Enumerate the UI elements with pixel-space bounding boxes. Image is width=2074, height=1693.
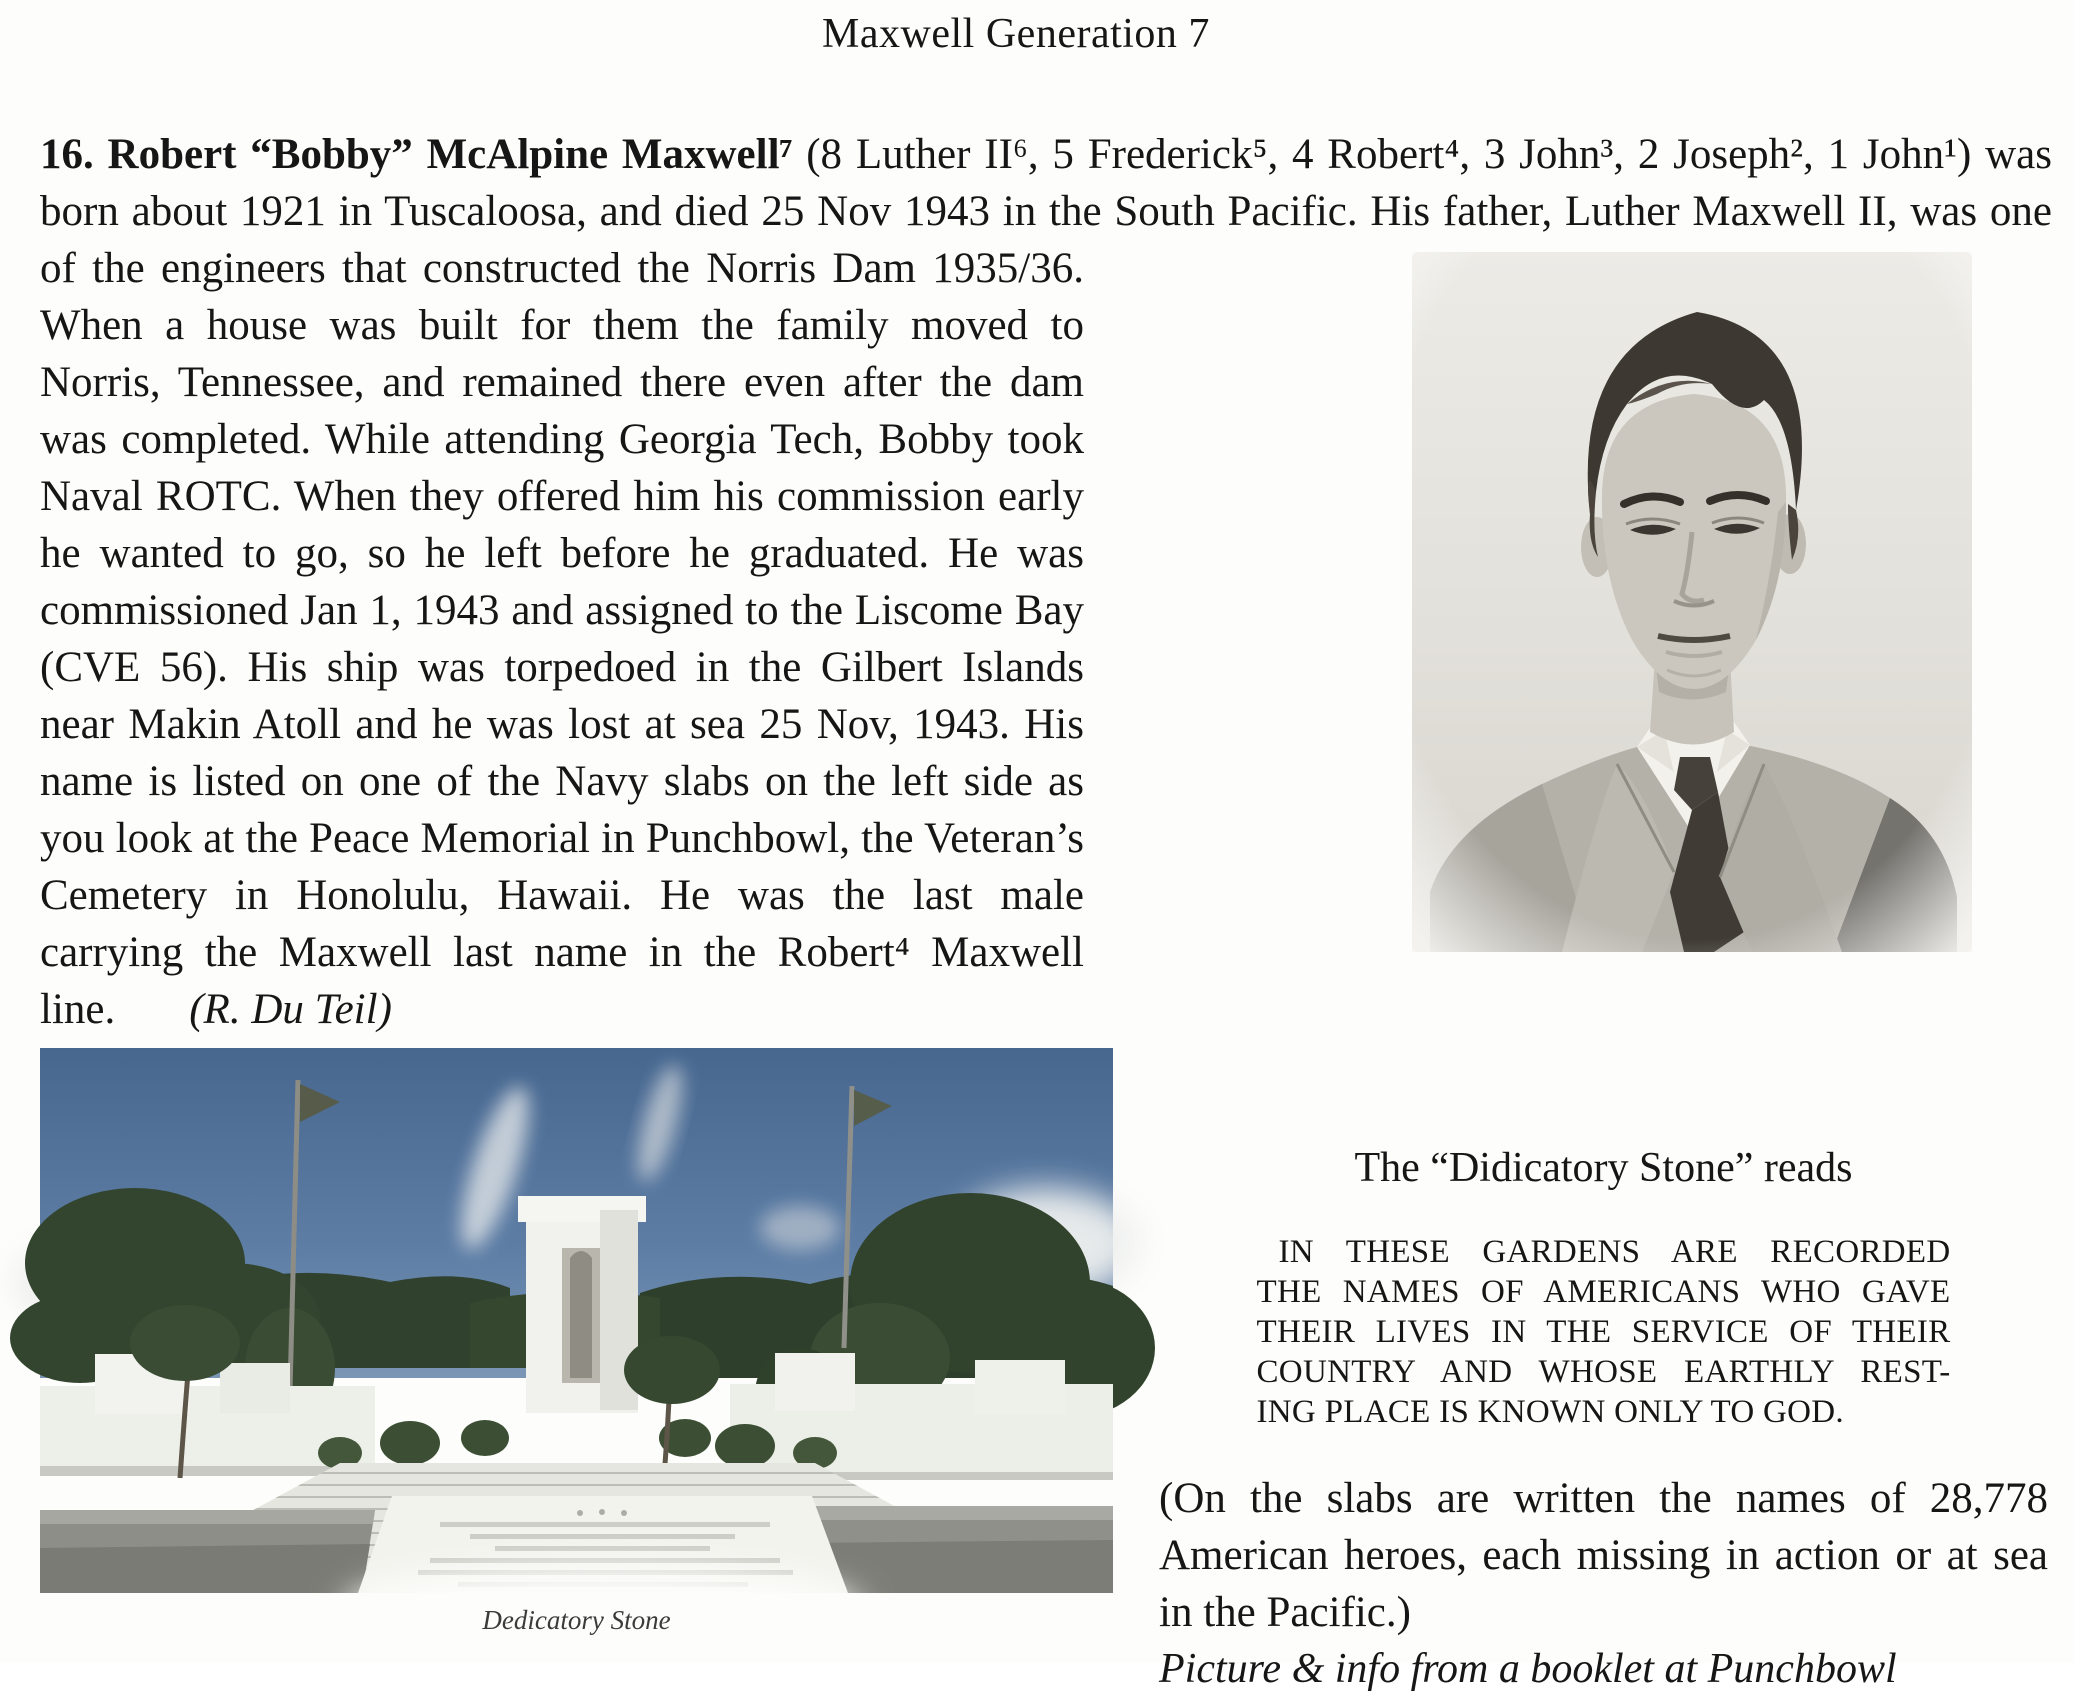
dedication-heading: The “Didicatory Stone” reads xyxy=(1354,1145,1853,1191)
cemetery-photo xyxy=(40,1048,1113,1593)
cemetery-photo-caption: Dedicatory Stone xyxy=(482,1605,671,1635)
cemetery-photo-column xyxy=(40,1048,1113,1693)
entry-number-and-name: 16. Robert “Bobby” McAlpine Maxwell⁷ xyxy=(40,131,793,178)
stone-text-line: COUNTRY AND WHOSE EARTHLY REST- xyxy=(1256,1354,1951,1390)
bottom-section xyxy=(40,1048,2052,1693)
dedication-stone-text xyxy=(1257,1232,1951,1432)
stone-text-line: IN THESE GARDENS ARE RECORDED xyxy=(1278,1234,1951,1270)
page-title: Maxwell Generation 7 xyxy=(822,11,1210,57)
stone-text-line: THE NAMES OF AMERICANS WHO GAVE xyxy=(1256,1274,1951,1310)
source-note: Picture & info from a booklet at Punchbowl xyxy=(1159,1646,1897,1692)
slabs-note: (On the slabs are written the names of 28,778 American heroes, each missing in action or at sea in the Pacific.) xyxy=(1159,1475,2048,1636)
cemetery-photo-image xyxy=(40,1048,1113,1593)
stone-text-line: ING PLACE IS KNOWN ONLY TO GOD. xyxy=(1256,1394,1844,1430)
dedication-column xyxy=(1113,1048,2052,1693)
stone-text-line: THEIR LIVES IN THE SERVICE OF THEIR xyxy=(1256,1314,1951,1350)
entry-bio-text: When a house was built for them the family moved to Norris, Tennessee, and remained there even after the dam was completed. While attending Georgia Tech, Bobby took Naval ROTC. When they offered him his commission early he wanted to go, so he left before he graduated. He was commissioned Jan 1, 1943 and assigned to the Liscome Bay (CVE 56). His ship was torpedoed in the Gilbert Islands near Makin Atoll and he was lost at sea 25 Nov, 1943. His name is listed on one of the Navy slabs on the left side as you look at the Peace Memorial in Punchbowl, the Veteran’s Cemetery in Honolulu, Hawaii. He was the last male carrying the Maxwell last name in the Robert⁴ Maxwell line. xyxy=(40,302,1084,1033)
memorial-statue xyxy=(570,1251,592,1378)
entry-paragraph xyxy=(40,126,2052,1038)
entry-lineage-text: (8 Luther II⁶, 5 Frederick⁵, 4 Robert⁴, 3 John³, 2 Joseph², 1 John¹) was born about 1921 in Tuscaloosa, and died 25 Nov 1943 in the South Pacific. His father, Luther Maxwell II, was one of the engineers that constructed the Norris Dam 1935/36. xyxy=(40,131,2052,292)
portrait-photo-image xyxy=(1412,252,1972,952)
portrait-photo xyxy=(1112,244,2052,966)
entry-attribution: (R. Du Teil) xyxy=(189,986,392,1033)
